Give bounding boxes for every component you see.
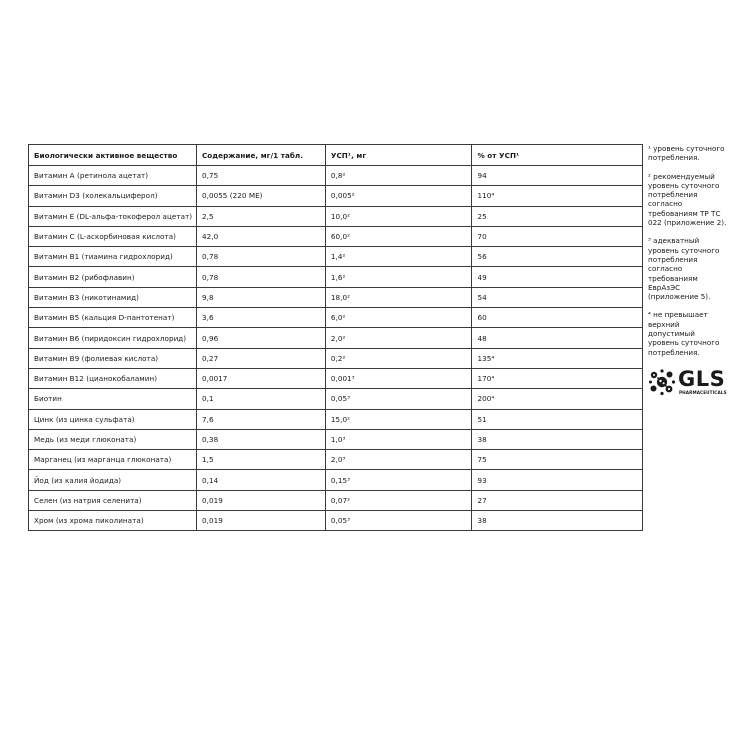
table-row: [29, 287, 643, 307]
nutrient-table: [28, 144, 643, 531]
cell-percent: 170⁴: [472, 368, 643, 388]
cell-percent: 94: [472, 166, 643, 186]
cell-substance: Селен (из натрия селенита): [29, 490, 197, 510]
cell-usp: 0,005²: [325, 186, 472, 206]
table-body: [29, 166, 643, 531]
table-row: [29, 368, 643, 388]
cell-substance: Витамин В2 (рибофлавин): [29, 267, 197, 287]
header-usp: УСП¹, мг: [325, 145, 472, 166]
cell-content: 0,75: [196, 166, 325, 186]
cell-substance: Витамин А (ретинола ацетат): [29, 166, 197, 186]
cell-content: 1,5: [196, 450, 325, 470]
cell-percent: 60: [472, 308, 643, 328]
cell-usp: 0,15³: [325, 470, 472, 490]
cell-usp: 0,05³: [325, 511, 472, 531]
table-row: [29, 226, 643, 246]
cell-substance: Витамин В9 (фолиевая кислота): [29, 348, 197, 368]
cell-content: 0,0055 (220 МЕ): [196, 186, 325, 206]
cell-content: 0,78: [196, 247, 325, 267]
table-row: [29, 267, 643, 287]
cell-percent: 110⁴: [472, 186, 643, 206]
cell-usp: 1,6²: [325, 267, 472, 287]
cell-substance: Витамин В1 (тиамина гидрохлорид): [29, 247, 197, 267]
table-row: [29, 511, 643, 531]
cell-percent: 51: [472, 409, 643, 429]
table-row: [29, 166, 643, 186]
cell-usp: 18,0²: [325, 287, 472, 307]
logo-subtitle: PHARMACEUTICALS: [679, 390, 727, 395]
cell-usp: 1,4²: [325, 247, 472, 267]
cell-usp: 15,0²: [325, 409, 472, 429]
cell-substance: Витамин Е (DL-альфа-токоферол ацетат): [29, 206, 197, 226]
cell-substance: Витамин D3 (холекальциферол): [29, 186, 197, 206]
cell-content: 0,78: [196, 267, 325, 287]
cell-content: 0,38: [196, 429, 325, 449]
cell-substance: Витамин С (L-аскорбиновая кислота): [29, 226, 197, 246]
cell-percent: 56: [472, 247, 643, 267]
cell-usp: 2,0²: [325, 328, 472, 348]
table-row: [29, 429, 643, 449]
table-row: [29, 186, 643, 206]
table-row: [29, 389, 643, 409]
header-row: [29, 145, 643, 166]
cell-substance: Витамин В3 (никотинамид): [29, 287, 197, 307]
cell-usp: 0,8²: [325, 166, 472, 186]
footnote-1: ¹ уровень суточного потребления.: [648, 144, 725, 163]
cell-usp: 0,05³: [325, 389, 472, 409]
table-header: [29, 145, 643, 166]
cell-content: 3,6: [196, 308, 325, 328]
table-row: [29, 206, 643, 226]
cell-percent: 38: [472, 511, 643, 531]
header-substance: Биологически активное вещество: [29, 145, 197, 166]
table-row: [29, 409, 643, 429]
cell-content: 42,0: [196, 226, 325, 246]
cell-substance: Витамин В5 (кальция D-пантотенат): [29, 308, 197, 328]
table-row: [29, 348, 643, 368]
footnote-3: ³ адекватный уровень суточного потребления согласно требованиям ЕврАзЭС (приложение 5).: [648, 236, 720, 302]
cell-percent: 135⁴: [472, 348, 643, 368]
table-row: [29, 328, 643, 348]
footnote-2: ² рекомендуемый уровень суточного потребления согласно требованиям ТР ТС 022 (приложение 2).: [648, 171, 727, 228]
table-row: [29, 450, 643, 470]
table-row: [29, 490, 643, 510]
cell-percent: 70: [472, 226, 643, 246]
cell-content: 0,96: [196, 328, 325, 348]
table-row: [29, 470, 643, 490]
cell-percent: 75: [472, 450, 643, 470]
cell-content: 0,0017: [196, 368, 325, 388]
cell-percent: 49: [472, 267, 643, 287]
cell-substance: Витамин В12 (цианокобаламин): [29, 368, 197, 388]
table-row: [29, 308, 643, 328]
cell-percent: 54: [472, 287, 643, 307]
footnote-4: ⁴ не превышает верхний допустимый уровень суточного потребления.: [648, 310, 720, 357]
cell-substance: Марганец (из марганца глюконата): [29, 450, 197, 470]
cell-substance: Цинк (из цинка сульфата): [29, 409, 197, 429]
virus-cluster-icon: [648, 368, 676, 396]
cell-usp: 1,0³: [325, 429, 472, 449]
table-row: [29, 247, 643, 267]
cell-substance: Хром (из хрома пиколината): [29, 511, 197, 531]
cell-content: 9,8: [196, 287, 325, 307]
cell-usp: 0,001³: [325, 368, 472, 388]
cell-content: 7,6: [196, 409, 325, 429]
cell-percent: 27: [472, 490, 643, 510]
cell-usp: 2,0³: [325, 450, 472, 470]
cell-percent: 38: [472, 429, 643, 449]
header-percent: % от УСП¹: [472, 145, 643, 166]
cell-percent: 48: [472, 328, 643, 348]
gls-logo: [648, 366, 744, 400]
cell-percent: 93: [472, 470, 643, 490]
cell-substance: Йод (из калия йодида): [29, 470, 197, 490]
cell-usp: 0,2²: [325, 348, 472, 368]
cell-substance: Медь (из меди глюконата): [29, 429, 197, 449]
cell-percent: 25: [472, 206, 643, 226]
cell-percent: 200⁴: [472, 389, 643, 409]
cell-content: 0,1: [196, 389, 325, 409]
cell-usp: 10,0²: [325, 206, 472, 226]
cell-content: 0,14: [196, 470, 325, 490]
cell-usp: 6,0²: [325, 308, 472, 328]
footnotes: [648, 144, 744, 366]
cell-substance: Витамин В6 (пиридоксин гидрохлорид): [29, 328, 197, 348]
cell-content: 0,019: [196, 511, 325, 531]
cell-usp: 0,07²: [325, 490, 472, 510]
cell-substance: Биотин: [29, 389, 197, 409]
logo-name: GLS: [678, 367, 726, 391]
cell-content: 0,27: [196, 348, 325, 368]
cell-content: 0,019: [196, 490, 325, 510]
header-content: Содержание, мг/1 табл.: [196, 145, 325, 166]
cell-content: 2,5: [196, 206, 325, 226]
cell-usp: 60,0²: [325, 226, 472, 246]
